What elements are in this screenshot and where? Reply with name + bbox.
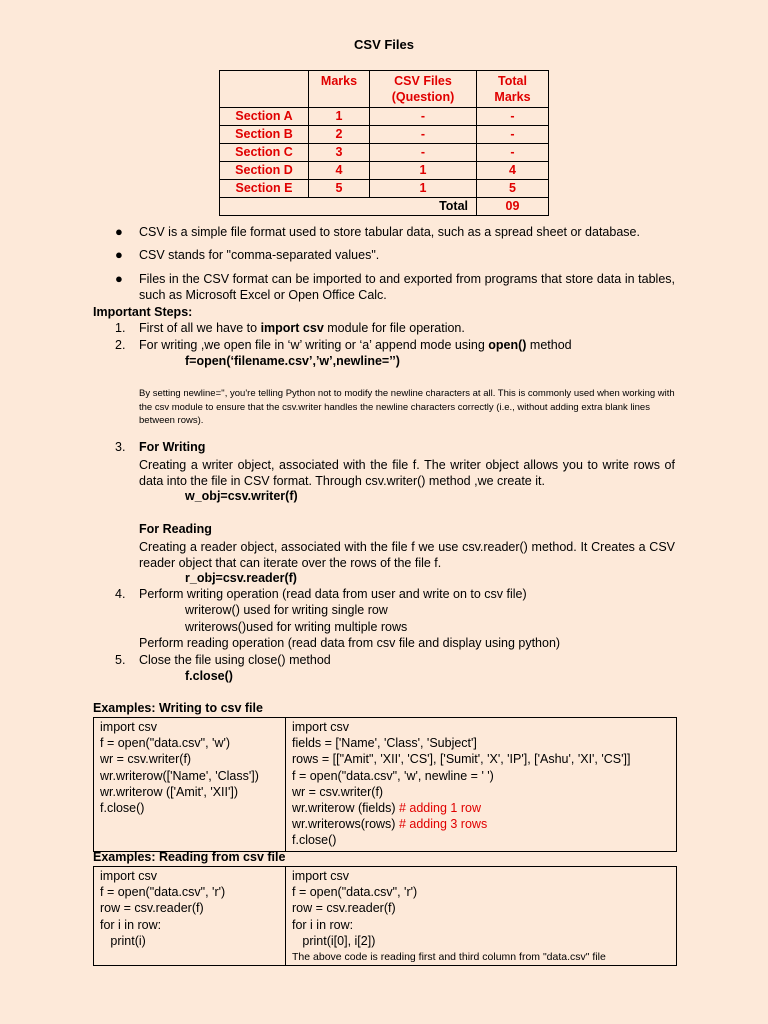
writing-example-left (94, 718, 284, 851)
step-number: 1. (115, 321, 126, 335)
for-writing-text: Creating a writer object, associated with the file f. The writer object allows you to write rows of data into the file in CSV format. Through csv.writer() method ,we create it. (139, 458, 675, 488)
step-4-text: Perform writing operation (read data from user and write on to csv file) (139, 587, 527, 601)
table-header-cell: Total Marks (477, 71, 549, 108)
table-cell: 1 (370, 162, 477, 180)
open-code: f=open(‘filename.csv’,’w’,newline=’’) (185, 354, 400, 368)
reading-examples-heading: Examples: Reading from csv file (93, 850, 286, 864)
bullet-icon: ● (115, 224, 123, 239)
code-comment: # adding 3 rows (398, 817, 488, 832)
code-line: f.close() (292, 833, 337, 848)
code-line: fields = ['Name', 'Class', 'Subject'] (292, 736, 477, 751)
reading-example-right (286, 867, 676, 965)
table-cell: Section B (220, 126, 309, 144)
table-cell: - (477, 108, 549, 126)
newline-note: By setting newline='', you're telling Python not to modify the newline characters at all. This is commonly used when working with the csv module to ensure that the csv.writer handles the newline characters correctly (i.e., without adding extra blank lines between rows). (139, 388, 675, 426)
code-line: import csv (292, 869, 349, 883)
for-writing-heading: For Writing (139, 440, 206, 454)
important-steps-heading: Important Steps: (93, 305, 193, 319)
code-line: f = open("data.csv", 'r') (292, 885, 418, 900)
table-cell: 2 (309, 126, 370, 144)
table-cell: Section D (220, 162, 309, 180)
table-cell: 1 (370, 180, 477, 198)
table-cell: Section C (220, 144, 309, 162)
page-title: CSV Files (354, 37, 414, 52)
table-total-row (220, 198, 549, 216)
writer-code: w_obj=csv.writer(f) (185, 489, 298, 503)
code-line: rows = [["Amit", 'XII', 'CS'], ['Sumit', 'X', 'IP'], ['Ashu', 'XI', 'CS']] (292, 752, 631, 767)
code-line: import csv (100, 720, 157, 734)
table-header-cell: CSV Files (Question) (370, 71, 477, 108)
table-cell: - (370, 126, 477, 144)
code-line: f = open("data.csv", 'r') (100, 885, 226, 900)
writerow-text: writerow() used for writing single row (185, 603, 388, 617)
writing-example-right (286, 718, 676, 851)
step-4-reading-text: Perform reading operation (read data from csv file and display using python) (139, 636, 561, 650)
table-row (220, 162, 549, 180)
code-line: f = open("data.csv", 'w') (100, 736, 231, 751)
table-row (220, 126, 549, 144)
code-line: import csv (100, 869, 157, 883)
total-label: Total (220, 198, 477, 216)
close-code: f.close() (185, 669, 233, 683)
bullet-icon: ● (115, 271, 123, 286)
bullet-text: Files in the CSV format can be imported to and exported from programs that store data in tables, such as Microsoft Excel or Open Office Calc. (139, 272, 675, 302)
table-header-row (220, 71, 549, 108)
table-cell: - (477, 144, 549, 162)
step-number: 3. (115, 440, 126, 454)
table-row (220, 180, 549, 198)
table-header-cell: Marks (309, 71, 370, 108)
table-cell: Section E (220, 180, 309, 198)
step-5-text: Close the file using close() method (139, 653, 331, 667)
marks-table (219, 70, 549, 216)
code-line: f = open("data.csv", 'w', newline = ' ') (292, 768, 494, 783)
code-line: wr.writerows(rows) # adding 3 rows (292, 817, 488, 832)
reading-examples-box (93, 866, 677, 966)
code-line: wr = csv.writer(f) (292, 784, 384, 799)
table-cell: 1 (309, 108, 370, 126)
for-reading-text: Creating a reader object, associated with the file f we use csv.reader() method. It Creates a CSV reader object that can iterate over the rows of the file f. (139, 540, 675, 570)
step-1-text: First of all we have to import csv module for file operation. (139, 321, 465, 335)
table-cell: 3 (309, 144, 370, 162)
code-line: import csv (292, 720, 349, 734)
writing-examples-box (93, 717, 677, 852)
code-line: wr.writerow(['Name', 'Class']) (100, 768, 259, 783)
table-row (220, 144, 549, 162)
step-2-text: For writing ,we open file in ‘w’ writing or ‘a’ append mode using open() method (139, 338, 572, 352)
code-line: wr.writerow (['Amit', 'XII']) (100, 784, 239, 799)
table-cell: - (370, 144, 477, 162)
bullet-icon: ● (115, 247, 123, 262)
table-cell: Section A (220, 108, 309, 126)
code-line: print(i) (100, 933, 146, 948)
bullet-text: CSV is a simple file format used to store tabular data, such as a spread sheet or database. (139, 225, 640, 239)
code-line: row = csv.reader(f) (292, 901, 396, 916)
writerows-text: writerows()used for writing multiple rows (185, 620, 408, 634)
total-value: 09 (477, 198, 549, 216)
table-cell: - (477, 126, 549, 144)
step-number: 4. (115, 587, 126, 601)
table-cell: 5 (309, 180, 370, 198)
reader-code: r_obj=csv.reader(f) (185, 571, 297, 585)
step-number: 2. (115, 338, 126, 352)
table-cell: 4 (309, 162, 370, 180)
code-line: row = csv.reader(f) (100, 901, 204, 916)
for-reading-heading: For Reading (139, 522, 212, 536)
code-line: wr.writerow (fields) # adding 1 row (292, 801, 481, 816)
table-cell: - (370, 108, 477, 126)
code-line: for i in row: (100, 917, 162, 932)
table-row (220, 108, 549, 126)
table-cell: 5 (477, 180, 549, 198)
code-line: f.close() (100, 801, 145, 816)
code-line: print(i[0], i[2]) (292, 933, 376, 948)
reading-example-left (94, 867, 284, 965)
code-note: The above code is reading first and third column from "data.csv" file (292, 951, 606, 964)
code-line: for i in row: (292, 917, 354, 932)
code-line: wr = csv.writer(f) (100, 752, 192, 767)
writing-examples-heading: Examples: Writing to csv file (93, 701, 263, 715)
table-header-cell (220, 71, 309, 108)
code-comment: # adding 1 row (398, 801, 481, 816)
table-cell: 4 (477, 162, 549, 180)
step-number: 5. (115, 653, 126, 667)
bullet-text: CSV stands for "comma-separated values". (139, 248, 380, 262)
